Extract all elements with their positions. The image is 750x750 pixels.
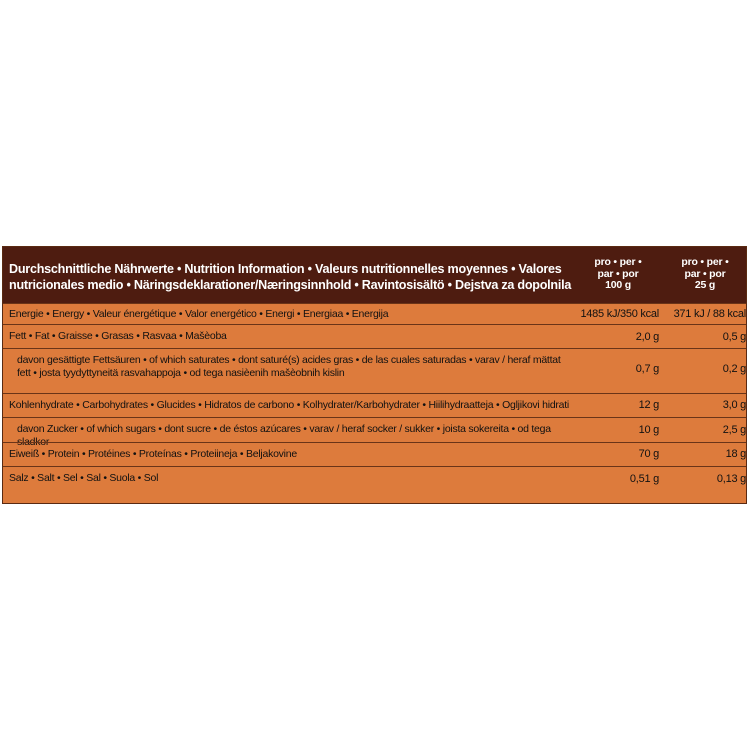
value-per-25g: 371 kJ / 88 kcal (673, 308, 746, 320)
column-header-per-25g: pro • per • par • por 25 g (681, 256, 729, 291)
table-row-fat (3, 324, 746, 348)
table-row-energy (3, 303, 746, 324)
table-header (3, 247, 746, 303)
row-label: Kohlenhydrate • Carbohydrates • Glucides • Hidratos de carbono • Kolhydrater/Karbohydrater • Hiilihydraatteja • Ogljikovi hidrati (9, 399, 570, 411)
value-per-25g: 2,5 g (722, 424, 746, 436)
column-header-per-100g: pro • per • par • por 100 g (594, 256, 642, 291)
value-per-100g: 10 g (638, 424, 659, 436)
table-row-salt (3, 466, 746, 490)
table-body (3, 303, 746, 490)
value-per-100g: 2,0 g (635, 331, 659, 343)
row-label: Fett • Fat • Graisse • Grasas • Rasvaa • Mašèoba (9, 330, 227, 342)
value-per-25g: 18 g (725, 448, 746, 460)
value-per-25g: 0,5 g (722, 331, 746, 343)
table-row-saturates (3, 348, 746, 393)
value-per-100g: 70 g (638, 448, 659, 460)
row-label: Salz • Salt • Sel • Sal • Suola • Sol (9, 472, 159, 484)
value-per-25g: 0,2 g (722, 363, 746, 375)
table-row-sugars (3, 417, 746, 448)
value-per-25g: 3,0 g (722, 399, 746, 411)
table-title: Durchschnittliche Nährwerte • Nutrition Information • Valeurs nutritionnelles moyennes • Valores nutricionales medio • Näringsdeklarationer/Næringsinnhold • Ravintosisältö • Dejstva za dopolnila (9, 262, 572, 292)
value-per-100g: 0,51 g (629, 473, 659, 485)
row-label: Energie • Energy • Valeur énergétique • Valor energético • Energi • Energiaa • Energija (9, 308, 389, 320)
table-row-carbohydrates (3, 393, 746, 417)
row-label: davon Zucker • of which sugars • dont sucre • de éstos azúcares • varav / heraf socker / sukker • joista sokereita • od tega sladkor (17, 423, 551, 448)
value-per-100g: 0,7 g (635, 363, 659, 375)
row-label: davon gesättigte Fettsäuren • of which saturates • dont saturé(s) acides gras • de las cuales saturadas • varav / heraf mättat fett • josta tyydyttyneitä rasvahappoja • od tega nasièenih mašèobnih kislin (17, 354, 561, 379)
table-row-protein (3, 442, 746, 466)
nutrition-table (2, 246, 747, 504)
value-per-100g: 1485 kJ/350 kcal (580, 308, 659, 320)
row-label: Eiweiß • Protein • Protéines • Proteínas • Proteiineja • Beljakovine (9, 448, 297, 460)
value-per-100g: 12 g (638, 399, 659, 411)
value-per-25g: 0,13 g (716, 473, 746, 485)
